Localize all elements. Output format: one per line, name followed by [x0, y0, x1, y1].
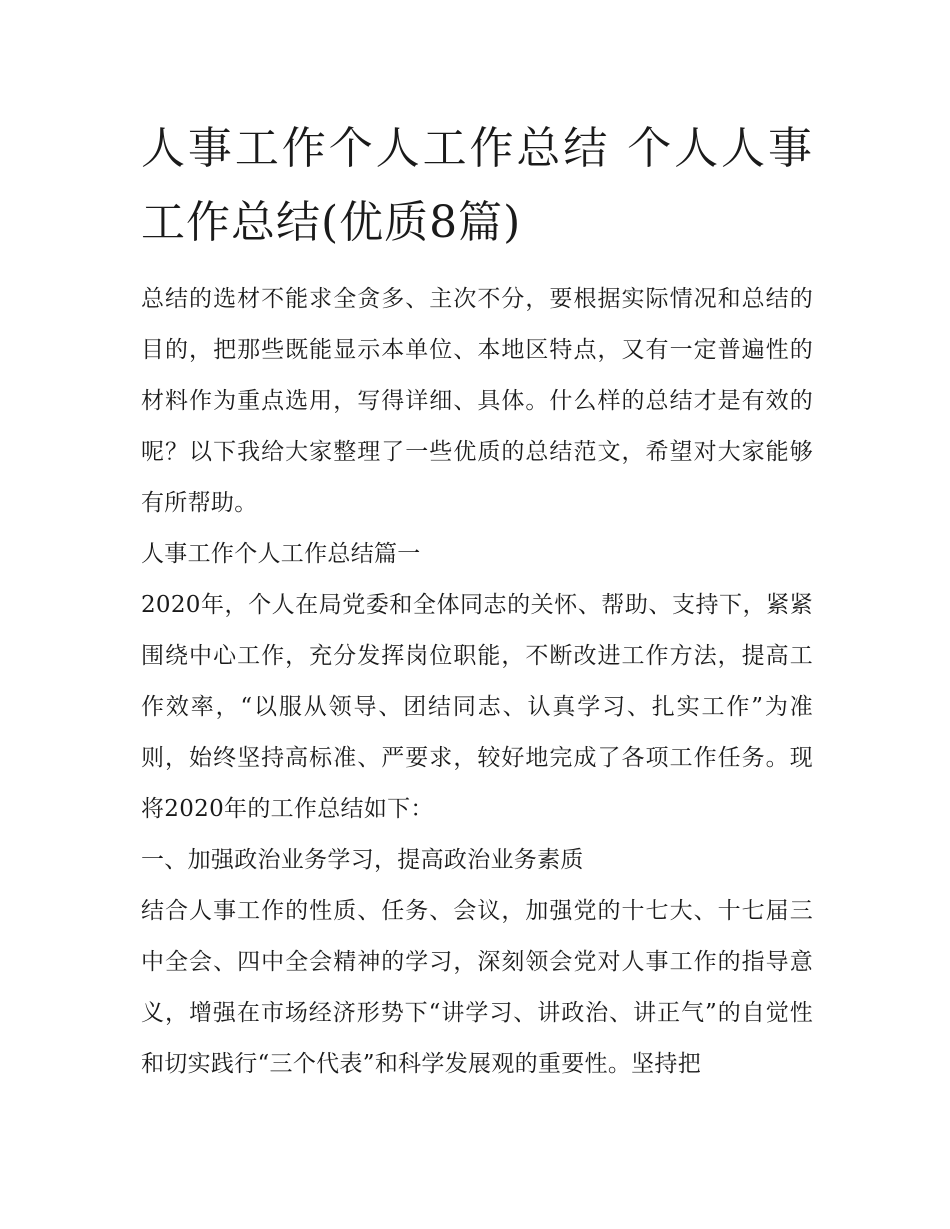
document-body: [141, 112, 813, 1090]
subheading-1: 一、加强政治业务学习，提高政治业务素质: [141, 847, 584, 873]
intro-paragraph: 总结的选材不能求全贪多、主次不分，要根据实际情况和总结的目的，把那些既能显示本单位、本地区特点，又有一定普遍性的材料作为重点选用，写得详细、具体。什么样的总结才是有效的呢？以下我给大家整理了一些优质的总结范文，希望对大家能够有所帮助。: [141, 286, 813, 516]
body-paragraph-1: 2020年，个人在局党委和全体同志的关怀、帮助、支持下，紧紧围绕中心工作，充分发挥岗位职能，不断改进工作方法，提高工作效率，“以服从领导、团结同志、认真学习、扎实工作”为准则，始终坚持高标准、严要求，较好地完成了各项工作任务。现将2020年的工作总结如下：: [141, 592, 813, 822]
section-heading: 人事工作个人工作总结篇一: [141, 541, 421, 567]
body-paragraph-2: 结合人事工作的性质、任务、会议，加强党的十七大、十七届三中全会、四中全会精神的学习，深刻领会党对人事工作的指导意义，增强在市场经济形势下“讲学习、讲政治、讲正气”的自觉性和切实践行“三个代表”和科学发展观的重要性。坚持把: [141, 898, 813, 1077]
document-title: 人事工作个人工作总结 个人人事工作总结(优质8篇): [141, 123, 813, 248]
